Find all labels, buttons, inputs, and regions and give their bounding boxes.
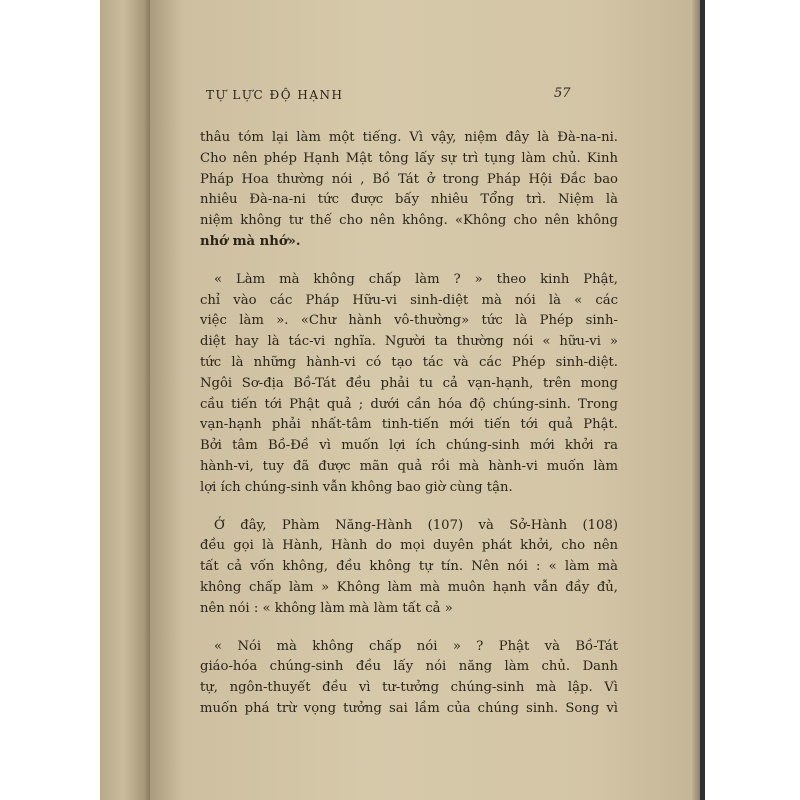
previous-page-edge [100,0,152,800]
text-line: Pháp Hoa thường nói , Bồ Tát ở trong Pháp Hội Đắc bao [200,171,618,187]
text-line: tất cả vốn không, đều không tự tín. Nên nói : « làm mà [200,559,618,575]
text-line: nên nói : « không làm mà làm tất cả » [200,600,453,616]
text-line: « Nói mà không chấp nói » ? Phật và Bồ-Tát [214,638,618,654]
running-head: TỰ LỰC ĐỘ HẠNH [206,88,344,102]
text-line: lợi ích chúng-sinh vẫn không bao giờ cùng tận. [200,479,513,495]
text-line: cầu tiến tới Phật quả ; dưới cần hóa độ chúng-sinh. Trong [200,396,618,412]
text-line: Cho nên phép Hạnh Mật tông lấy sự trì tụng làm chủ. Kinh [200,150,618,166]
text-line: Ở đây, Phàm Năng-Hành (107) và Sở-Hành (108) [214,517,618,533]
text-line: giáo-hóa chúng-sinh đều lấy nói năng làm chủ. Danh [200,659,618,675]
paragraph-4 [200,637,618,720]
text-line: vạn-hạnh phải nhất-tâm tinh-tiến mới tiến tới quả Phật. [200,417,618,433]
text-line: muốn phá trừ vọng tưởng sai lầm của chúng sinh. Song vì [200,700,618,716]
text-line: niệm không tư thế cho nên không. «Không cho nên không [200,213,618,229]
text-line: chỉ vào các Pháp Hữu-vi sinh-diệt mà nói là « các [200,292,618,308]
text-line: việc làm ». «Chư hành vô-thường» tức là Phép sinh- [200,313,618,329]
paragraph-1 [200,128,618,253]
page-number: 57 [554,86,571,101]
paragraph-3 [200,516,618,620]
text-line: diệt hay là tác-vi nghĩa. Người ta thường nói « hữu-vi » [200,334,618,350]
text-line: đều gọi là Hành, Hành do mọi duyên phát khởi, cho nên [200,538,618,554]
paragraph-2 [200,270,618,499]
page-right-edge [692,0,700,800]
text-line: hành-vi, tuy đã được mãn quả rồi mà hành-vi muốn làm [200,458,618,474]
text-line: Ngôi Sơ-địa Bồ-Tát đều phải tu cả vạn-hạnh, trên mong [200,375,618,391]
text-line: không chấp làm » Không làm mà muôn hạnh vẫn đầy đủ, [200,579,618,595]
book-page [150,0,700,800]
text-line: Bởi tâm Bồ-Đề vì muốn lợi ích chúng-sinh mới khởi ra [200,438,618,454]
text-line: thâu tóm lại làm một tiếng. Vì vậy, niệm đây là Đà-na-ni. [200,130,618,145]
text-line: « Làm mà không chấp làm ? » theo kinh Phật, [214,271,618,287]
text-line: tức là những hành-vi có tạo tác và các Phép sinh-diệt. [200,354,618,370]
body-text [200,128,618,737]
text-line: tự, ngôn-thuyết đều vì tư-tưởng chúng-sinh mà lập. Vì [200,680,618,696]
text-line: nhớ mà nhớ». [200,233,301,249]
text-line: nhiêu Đà-na-ni tức được bấy nhiêu Tổng trì. Niệm là [200,192,618,208]
